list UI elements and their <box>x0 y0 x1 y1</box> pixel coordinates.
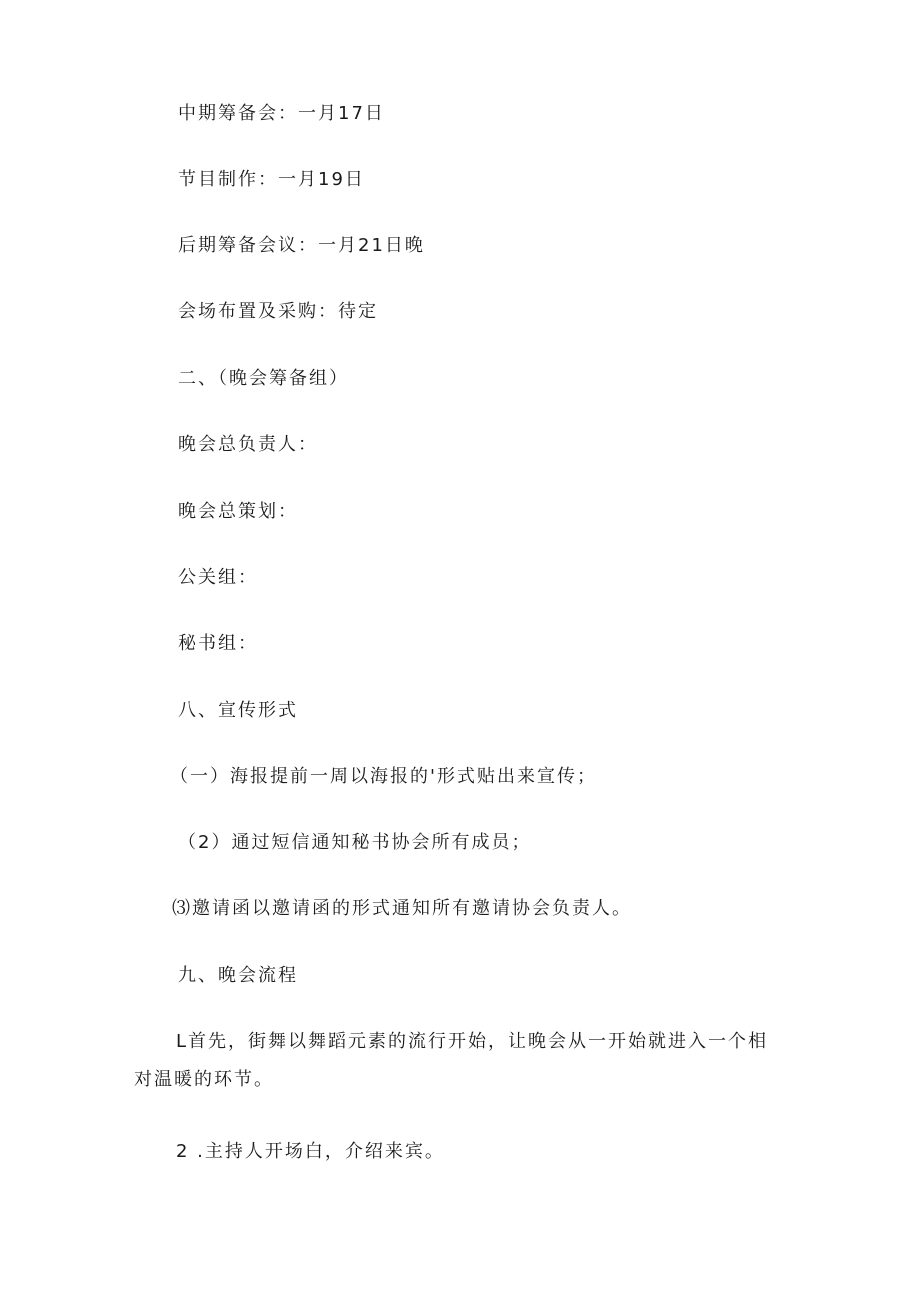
program-flow-item-1-line-2: 对温暖的环节。 <box>134 1069 274 1090</box>
schedule-mid-meeting: 中期筹备会：一月17日 <box>178 103 385 124</box>
publicity-item-poster: （一）海报提前一周以海报的'形式贴出来宣传； <box>170 766 597 787</box>
section-heading-publicity: 八、宣传形式 <box>178 700 298 721</box>
role-general-manager: 晚会总负责人： <box>178 434 318 455</box>
program-flow-item-1 <box>134 1023 794 1099</box>
section-heading-program-flow: 九、晚会流程 <box>178 965 298 986</box>
program-flow-item-2: 2 .主持人开场白，介绍来宾。 <box>176 1141 445 1162</box>
schedule-late-meeting: 后期筹备会议：一月21日晚 <box>178 235 425 256</box>
section-heading-committee: 二、（晚会筹备组） <box>178 368 349 389</box>
program-flow-item-1-line-1: L首先，街舞以舞蹈元素的流行开始，让晚会从一开始就进入一个相 <box>176 1031 769 1052</box>
schedule-program-production: 节目制作：一月19日 <box>178 169 365 190</box>
publicity-item-sms: （2）通过短信通知秘书协会所有成员； <box>178 832 532 853</box>
publicity-item-invitation: ⑶邀请函以邀请函的形式通知所有邀请协会负责人。 <box>172 898 632 919</box>
schedule-venue-setup: 会场布置及采购：待定 <box>178 301 378 322</box>
role-general-planner: 晚会总策划： <box>178 501 298 522</box>
role-secretary-group: 秘书组： <box>178 633 258 654</box>
role-pr-group: 公关组： <box>178 567 258 588</box>
